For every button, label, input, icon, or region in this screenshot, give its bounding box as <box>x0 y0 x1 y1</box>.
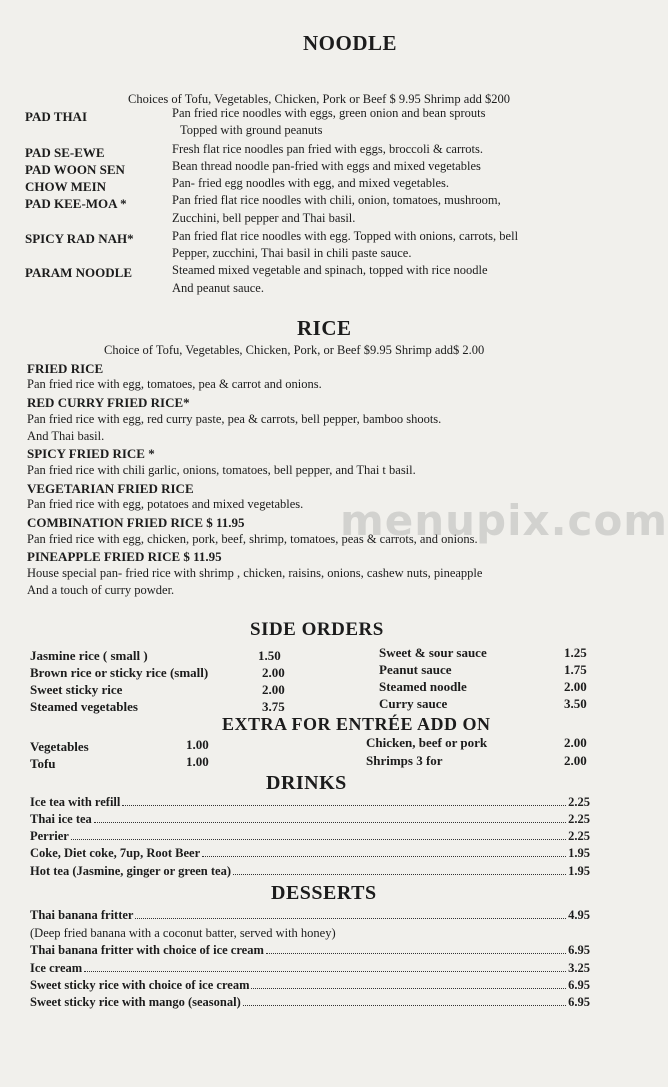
side-item-name: Sweet sticky rice <box>30 682 123 697</box>
dessert-row <box>30 978 590 993</box>
drink-row <box>30 812 590 827</box>
drink-price: 1.95 <box>568 846 590 860</box>
dessert-row <box>30 961 590 976</box>
menu-item-desc: House special pan- fried rice with shrimp , chicken, raisins, onions, cashew nuts, pineapple <box>27 566 483 580</box>
drink-name: Hot tea (Jasmine, ginger or green tea) <box>30 864 231 878</box>
drink-price: 2.25 <box>568 795 590 809</box>
dessert-name: Sweet sticky rice with mango (seasonal) <box>30 995 241 1009</box>
dessert-price: 6.95 <box>568 978 590 992</box>
extra-item-price: 1.00 <box>186 754 209 769</box>
rice-title: RICE <box>297 316 352 340</box>
drinks-title: DRINKS <box>266 772 347 794</box>
menu-item-desc: Pan- fried egg noodles with egg, and mixed vegetables. <box>172 176 450 190</box>
menu-item-desc: Pan fried rice with egg, potatoes and mixed vegetables. <box>27 497 304 511</box>
leader-dots <box>202 856 566 857</box>
menu-item-desc: Fresh flat rice noodles pan fried with eggs, broccoli & carrots. <box>172 142 484 156</box>
leader-dots <box>122 805 566 806</box>
extra-item-price: 2.00 <box>564 735 587 750</box>
drink-price: 2.25 <box>568 812 590 826</box>
drink-row <box>30 864 590 879</box>
menu-item-name: PAD SE-EWE <box>25 145 105 160</box>
extra-item-name: Vegetables <box>30 739 89 754</box>
dessert-row <box>30 995 590 1010</box>
menu-item-desc: And peanut sauce. <box>172 281 264 295</box>
noodle-choices: Choices of Tofu, Vegetables, Chicken, Pork or Beef $ 9.95 Shrimp add $200 <box>128 92 510 106</box>
side-item-name: Brown rice or sticky rice (small) <box>30 665 209 680</box>
side-item-price: 1.50 <box>258 648 281 663</box>
menu-item-name: RED CURRY FRIED RICE* <box>27 395 190 410</box>
menu-item-name: VEGETARIAN FRIED RICE <box>27 481 194 496</box>
menu-item-name: PAD KEE-MOA * <box>25 196 127 211</box>
menu-item-desc: And Thai basil. <box>27 429 105 443</box>
side-item-name: Steamed vegetables <box>30 699 138 714</box>
leader-dots <box>135 918 566 919</box>
side-item-price: 2.00 <box>564 679 587 694</box>
drink-row <box>30 846 590 861</box>
menu-item-desc: Pan fried flat rice noodles with chili, onion, tomatoes, mushroom, <box>172 193 501 207</box>
side-item-price: 1.75 <box>564 662 587 677</box>
extra-item-price: 1.00 <box>186 737 209 752</box>
drink-name: Coke, Diet coke, 7up, Root Beer <box>30 846 201 860</box>
side-item-price: 2.00 <box>262 682 285 697</box>
rice-choices: Choice of Tofu, Vegetables, Chicken, Pork, or Beef $9.95 Shrimp add$ 2.00 <box>104 343 485 357</box>
menu-item-desc: Pan fried rice with egg, chicken, pork, beef, shrimp, tomatoes, peas & carrots, and onions. <box>27 532 478 546</box>
dessert-price: 6.95 <box>568 995 590 1009</box>
side-item-price: 1.25 <box>564 645 587 660</box>
watermark: menupix.com <box>340 496 668 545</box>
leader-dots <box>84 971 566 972</box>
drink-name: Ice tea with refill <box>30 795 121 809</box>
side-item-price: 2.00 <box>262 665 285 680</box>
leader-dots <box>266 953 566 954</box>
menu-item-desc: Steamed mixed vegetable and spinach, topped with rice noodle <box>172 263 488 277</box>
menu-item-desc: Pan fried rice with chili garlic, onions, tomatoes, bell pepper, and Thai t basil. <box>27 463 416 477</box>
menu-item-desc: Pan fried flat rice noodles with egg. Topped with onions, carrots, bell <box>172 229 519 243</box>
extra-item-name: Tofu <box>30 756 56 771</box>
menu-item-name: SPICY RAD NAH* <box>25 231 134 246</box>
dessert-name: Thai banana fritter <box>30 908 134 922</box>
dessert-price: 4.95 <box>568 908 590 922</box>
dessert-price: 3.25 <box>568 961 590 975</box>
leader-dots <box>71 839 566 840</box>
side-item-price: 3.50 <box>564 696 587 711</box>
side-item-name: Sweet & sour sauce <box>379 645 487 660</box>
drink-row <box>30 829 590 844</box>
menu-item-name: PINEAPPLE FRIED RICE $ 11.95 <box>27 549 222 564</box>
menu-item-desc: Topped with ground peanuts <box>180 123 323 137</box>
menu-item-name: PARAM NOODLE <box>25 265 133 280</box>
side-item-name: Curry sauce <box>379 696 448 711</box>
leader-dots <box>243 1005 566 1006</box>
menu-item-name: CHOW MEIN <box>25 179 107 194</box>
dessert-name: Sweet sticky rice with choice of ice cream <box>30 978 250 992</box>
dessert-note: (Deep fried banana with a coconut batter, served with honey) <box>30 926 336 940</box>
drink-name: Thai ice tea <box>30 812 92 826</box>
dessert-row <box>30 943 590 958</box>
extra-item-price: 2.00 <box>564 753 587 768</box>
leader-dots <box>94 822 566 823</box>
side-item-name: Jasmine rice ( small ) <box>30 648 148 663</box>
menu-item-name: SPICY FRIED RICE * <box>27 446 155 461</box>
dessert-name: Thai banana fritter with choice of ice cream <box>30 943 264 957</box>
side-orders-title: SIDE ORDERS <box>250 619 384 640</box>
leader-dots <box>251 988 566 989</box>
drink-name: Perrier <box>30 829 69 843</box>
dessert-row <box>30 908 590 923</box>
extra-item-name: Chicken, beef or pork <box>366 735 488 750</box>
drink-price: 1.95 <box>568 864 590 878</box>
drink-row <box>30 795 590 810</box>
drink-price: 2.25 <box>568 829 590 843</box>
extra-item-name: Shrimps 3 for <box>366 753 443 768</box>
menu-item-name: PAD THAI <box>25 109 87 124</box>
menu-item-desc: Bean thread noodle pan-fried with eggs and mixed vegetables <box>172 159 481 173</box>
menu-item-desc: Pan fried rice with egg, red curry paste, pea & carrots, bell pepper, bamboo shoots. <box>27 412 442 426</box>
menu-item-name: FRIED RICE <box>27 361 104 376</box>
menu-item-desc: Pan fried rice noodles with eggs, green onion and bean sprouts <box>172 106 486 120</box>
desserts-title: DESSERTS <box>271 882 377 904</box>
extra-title: EXTRA FOR ENTRÉE ADD ON <box>222 714 491 734</box>
noodle-title: NOODLE <box>303 31 398 55</box>
menu-item-desc: And a touch of curry powder. <box>27 583 175 597</box>
side-item-price: 3.75 <box>262 699 285 714</box>
menu-item-name: COMBINATION FRIED RICE $ 11.95 <box>27 515 245 530</box>
menu-item-desc: Pan fried rice with egg, tomatoes, pea & carrot and onions. <box>27 377 322 391</box>
side-item-name: Peanut sauce <box>379 662 452 677</box>
menu-item-name: PAD WOON SEN <box>25 162 125 177</box>
dessert-name: Ice cream <box>30 961 83 975</box>
side-item-name: Steamed noodle <box>379 679 467 694</box>
menu-item-desc: Pepper, zucchini, Thai basil in chili paste sauce. <box>172 246 412 260</box>
dessert-price: 6.95 <box>568 943 590 957</box>
leader-dots <box>233 874 566 875</box>
menu-item-desc: Zucchini, bell pepper and Thai basil. <box>172 211 356 225</box>
